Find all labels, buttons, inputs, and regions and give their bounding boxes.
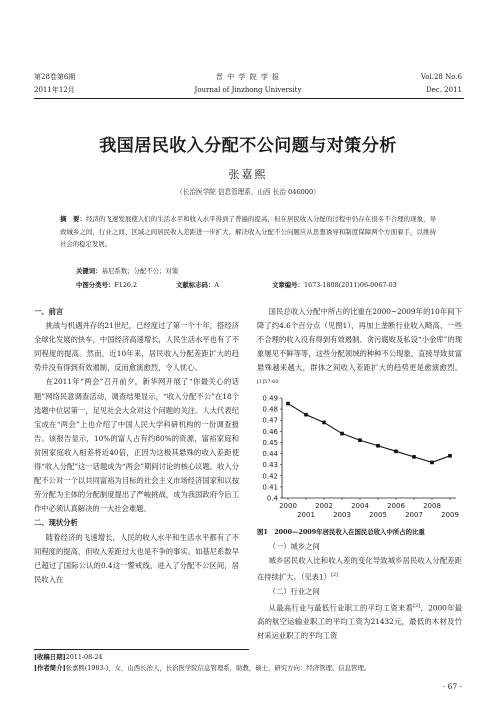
keywords	[76, 266, 178, 275]
paragraph-text: 国民总收入分配中所占的比重在2000~2009年的10年间下降了约4.6个百分点（见图1），再加上垄断行业收入畸高、一些不合理的收入没有得到有效遏制、贪污腐败及私设“小金库”的现象屡见不鲜等等，这些分配领域的种种不公现象，直接导致贫富悬殊越来越大，群体之间收入差距扩大的趋势更是愈演愈烈。	[257, 307, 462, 373]
section-title-status: 二、现状分析	[34, 518, 78, 528]
clc-label: 中图分类号：	[76, 281, 115, 289]
page-number: · 67 ·	[442, 682, 462, 691]
keywords-label: 关键词：	[76, 267, 102, 275]
received-label: [收稿日期]	[34, 653, 66, 661]
abstract	[60, 213, 436, 251]
paragraph-text: 城乡居民收入比和收入差的变化导致城乡居民收入分配差距在持续扩大。（见表1）	[257, 556, 462, 582]
figure-caption: 图1 2000—2009年居民收入在国民总收入中所占的比重	[257, 528, 425, 536]
citation: [1]57-60	[257, 379, 279, 386]
subsection-urban-rural: （一）城乡之间	[268, 542, 320, 551]
x-tick-label: 2004	[351, 502, 369, 510]
article-id-label: 文章编号：	[272, 281, 304, 289]
paragraph	[257, 305, 462, 392]
abstract-text: 经济的飞速发展使人们的生活水平和收入水平得到了普遍的提高，但在居民收入分配的过程中仍存在很多不合理的现象，导致城乡之间、行业之间、区域之间居民收入差距进一步扩大。解决收入分配不公问题应从思想诱导和制度保障两个方面着手，以维持社会的稳定发展。	[60, 215, 436, 248]
data-point	[430, 461, 434, 465]
y-tick-label: 0.46	[262, 427, 278, 436]
volume-issue: 第28卷第6期	[34, 73, 76, 81]
figure-1	[256, 390, 462, 526]
clc-value: F126.2	[114, 281, 138, 289]
right-column-top	[257, 305, 462, 392]
x-tick-label: 2003	[333, 511, 351, 519]
paragraph: 在2011年“两会”召开前夕，新华网开展了“你最关心的话题”网络民意调查活动，调查结果显示，“收入分配不公”在18个选题中位居第一，足见社会大众对这个问题的关注。人大代表纪宝成在“两会”上也介绍了中国人民大学科研机构的一份调查报告。该报告显示，10%的富人占有约80%的资源，富裕家庭和贫困家庭收入相差将近40倍，正因为这极其悬殊的收入差距使得“收入分配”这一话题成为“两会”期间讨论的核心议题。收入分配不公对一个以共同富裕为目标的社会主义市场经济国家和以按劳分配为主体的分配制度提出了严峻挑战，成为我国政府今后工作中必须认真解决的一大社会难题。	[34, 377, 239, 514]
data-point	[340, 432, 344, 436]
y-tick-label: 0.4	[266, 494, 278, 503]
data-point	[412, 455, 416, 459]
y-tick-label: 0.42	[262, 472, 278, 481]
y-tick-label: 0.49	[262, 394, 278, 403]
data-point	[286, 402, 290, 406]
paragraph	[257, 599, 462, 644]
citation: [2]	[330, 572, 339, 579]
volume-issue-en: Vol.28 No.6	[420, 73, 462, 81]
paragraph-text: ，2000年最高的航空运输业职工的平均工资为21432元，最低的木材及竹材采运业职工的平均工资	[257, 603, 462, 641]
x-tick-label: 2006	[387, 502, 405, 510]
paragraph: 挑战与机遇并存的21世纪，已经度过了第一个十年，搭经济全球化发展的快车，中国经济高速增长，人民生活水平也有了不同程度的提高。然而，近10年来，居民收入分配差距扩大的趋势并没有得到有效遏制，反而愈演愈烈，令人忧心。	[34, 321, 239, 373]
left-column	[34, 305, 239, 587]
article-id-value: 1673-1808(2011)06-0067-03	[303, 281, 397, 289]
issue-date-en: Dec. 2011	[426, 86, 462, 94]
article-title: 我国居民收入分配不公问题与对策分析	[99, 136, 397, 156]
journal-name-cn: 晋 中 学 院 学 报	[215, 73, 281, 81]
x-tick-label: 2001	[297, 511, 315, 519]
x-tick-label: 2008	[423, 502, 441, 510]
section-title-intro: 一、前言	[34, 307, 64, 316]
y-tick-label: 0.48	[262, 405, 278, 414]
footnote-rule	[34, 649, 249, 650]
line-chart	[256, 390, 462, 526]
data-point	[322, 421, 326, 425]
paragraph	[257, 554, 462, 585]
right-column-bottom	[257, 540, 462, 644]
data-point	[448, 454, 452, 458]
y-tick-label: 0.43	[262, 461, 278, 470]
keywords-text: 基尼系数；分配不公；对策	[101, 267, 179, 275]
y-tick-label: 0.47	[262, 416, 278, 425]
series-line	[288, 404, 450, 463]
received-date	[34, 652, 464, 663]
author-bio-label: [作者简介]	[34, 664, 66, 672]
document-code-value: A	[214, 281, 219, 289]
x-tick-label: 2009	[441, 511, 459, 519]
author-bio	[34, 663, 464, 674]
received-value: 2011-08-24	[65, 653, 103, 661]
issue-date: 2011年12月	[34, 86, 75, 94]
data-point	[376, 444, 380, 448]
data-point	[394, 450, 398, 454]
x-tick-label: 2007	[405, 511, 423, 519]
data-point	[304, 413, 308, 417]
paragraph: 随着经济的飞速增长，人民的收入水平和生活水平都有了不同程度的提高，但收入差距过大也是不争的事实。如基尼系数早已超过了国际公认的0.4这一警戒线，进入了分配不公区间，居民收入在	[34, 532, 239, 584]
header-rule	[34, 98, 464, 99]
document-code	[176, 280, 219, 289]
y-tick-label: 0.45	[262, 438, 278, 447]
paragraph-text: 从最高行业与最低行业职工的平均工资来看	[268, 603, 414, 613]
clc-number	[76, 280, 137, 289]
author-bio-text: 张嘉熙(1983-)，女，山西长治人，长治医学院信息管理系，助教，硕士，研究方向：经济管理、信息管理。	[65, 664, 371, 672]
article-id	[272, 280, 397, 289]
y-tick-label: 0.41	[262, 483, 278, 492]
subsection-industry: （二）行业之间	[268, 586, 320, 596]
author-name: 张嘉熙	[228, 168, 268, 181]
x-tick-label: 2000	[279, 502, 297, 510]
y-tick-label: 0.44	[262, 450, 278, 459]
x-tick-label: 2002	[315, 502, 333, 510]
x-tick-label: 2005	[369, 511, 387, 519]
document-code-label: 文献标志码：	[176, 281, 215, 289]
abstract-label: 摘 要：	[60, 215, 86, 223]
journal-name-en: Journal of Jinzhong University	[194, 86, 302, 94]
author-affiliation: （长治医学院 信息管理系，山西 长治 046000）	[176, 188, 320, 196]
data-point	[358, 438, 362, 442]
citation: [2]	[413, 602, 421, 609]
